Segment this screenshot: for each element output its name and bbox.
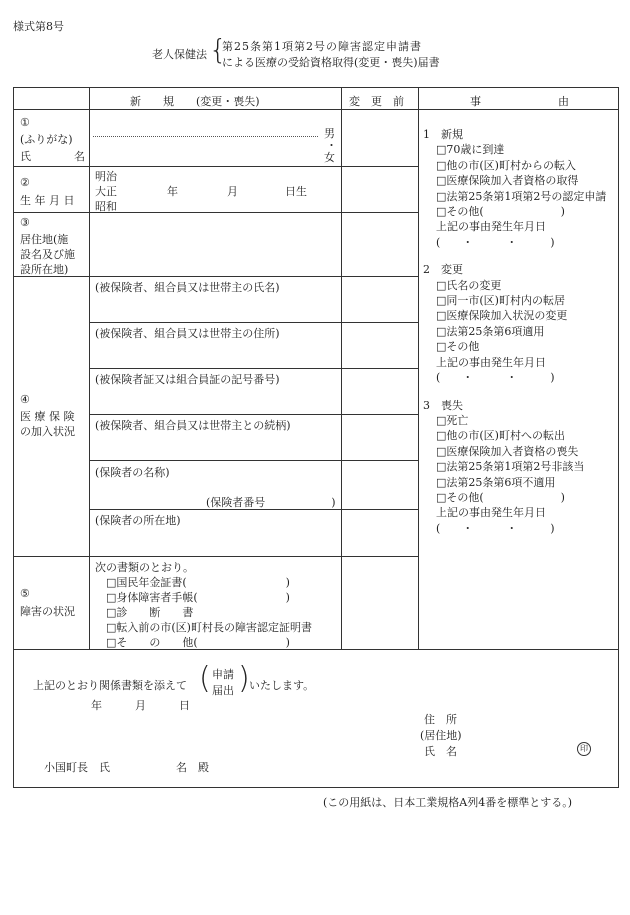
option-apply[interactable]: 申請	[212, 668, 234, 681]
law-name: 老人保健法	[152, 48, 207, 61]
form-number: 様式第8号	[13, 20, 64, 33]
reason-age-70[interactable]: □70歳に到達	[436, 143, 505, 157]
title-brace: {	[209, 33, 227, 66]
residence-label-2: 設名及び施	[20, 248, 75, 261]
residence-label-1: 居住地(施	[20, 233, 69, 246]
row-line-4b	[89, 368, 418, 369]
reason-move-in[interactable]: □他の市(区)町村からの転入	[436, 158, 576, 172]
mayor-addressee: 小国町長 氏 名 殿	[44, 761, 209, 774]
reason-article25-6[interactable]: □法第25条第6項適用	[436, 324, 545, 338]
row3-number: ③	[20, 216, 30, 229]
change-date-label: 上記の事由発生年月日	[436, 355, 546, 369]
era-meiji[interactable]: 明治	[95, 170, 117, 183]
reason-change-title: 2 変更	[423, 263, 463, 277]
insurance-label-1: 医 療 保 険	[20, 410, 75, 423]
reason-insurance-change[interactable]: □医療保険加入状況の変更	[436, 309, 568, 323]
header-before: 変 更 前	[349, 95, 404, 108]
row-line-4d	[89, 460, 418, 461]
submission-date[interactable]: 年 月 日	[91, 699, 190, 712]
applicant-name-label: 氏 名	[424, 745, 457, 758]
row-line-4	[13, 556, 418, 557]
birthdate-label: 生 年 月 日	[20, 194, 75, 207]
row1-number: ①	[20, 116, 30, 129]
column-line-before	[418, 87, 419, 649]
year-unit: 年	[167, 185, 178, 198]
insurer-address-field[interactable]: (保険者の所在地)	[95, 514, 181, 527]
doc-other[interactable]: □そ の 他( )	[106, 636, 290, 649]
row4-number: ④	[20, 393, 30, 406]
header-reason: 事 由	[470, 95, 569, 108]
new-date-field[interactable]: ( ・ ・ )	[436, 235, 555, 249]
table-top-border	[13, 87, 619, 88]
reason-article25-6-not[interactable]: □法第25条第6項不適用	[436, 475, 556, 489]
header-bottom-line	[13, 109, 619, 110]
male-option[interactable]: 男	[324, 127, 335, 140]
month-unit: 月	[227, 185, 238, 198]
name-before-cell[interactable]	[350, 118, 410, 158]
doc-disability-handbook[interactable]: □身体障害者手帳( )	[106, 591, 290, 604]
title-line2: による医療の受給資格取得(変更・喪失)届書	[222, 56, 440, 69]
reason-change-other[interactable]: □その他	[436, 340, 480, 354]
furigana-dotted-line	[93, 136, 318, 137]
insurer-number-field[interactable]: (保険者番号 )	[206, 496, 336, 509]
reasons-panel	[423, 127, 606, 536]
option-notify[interactable]: 届出	[212, 684, 234, 697]
era-taisho[interactable]: 大正	[95, 185, 117, 198]
doc-prior-municipality-certificate[interactable]: □転入前の市(区)町村長の障害認定証明書	[106, 621, 312, 634]
table-body-bottom-line	[13, 649, 619, 650]
name-label-a: 氏	[20, 150, 31, 163]
title-line1: 第25条第1項第2号の障害認定申請書	[222, 40, 422, 53]
documents-intro: 次の書類のとおり。	[95, 561, 194, 574]
new-date-label: 上記の事由発生年月日	[436, 220, 546, 234]
era-showa[interactable]: 昭和	[95, 200, 117, 213]
paper-size-note: (この用紙は、日本工業規格A列4番を標準とする。)	[323, 796, 573, 809]
row-line-2	[13, 212, 418, 213]
disability-label: 障害の状況	[20, 605, 75, 618]
seal-mark: 印	[577, 742, 591, 756]
name-label-b: 名	[74, 150, 85, 163]
relationship-field[interactable]: (被保険者、組合員又は世帯主との続柄)	[95, 419, 291, 432]
residence-sub-label: (居住地)	[420, 729, 462, 742]
reason-certification-request[interactable]: □法第25条第1項第2号の認定申請	[436, 189, 607, 203]
option-paren-right: )	[238, 661, 250, 696]
insured-address-field[interactable]: (被保険者、組合員又は世帯主の住所)	[95, 327, 280, 340]
row-line-3	[13, 276, 418, 277]
reason-insurance-acquired[interactable]: □医療保険加入者資格の取得	[436, 174, 579, 188]
header-new: 新 規 (変更・喪失)	[130, 95, 260, 108]
day-unit: 日生	[285, 185, 307, 198]
female-option[interactable]: 女	[324, 151, 335, 164]
table-bottom-border	[13, 787, 619, 788]
row-line-4a	[89, 322, 418, 323]
reason-not-applicable[interactable]: □法第25条第1項第2号非該当	[436, 460, 585, 474]
residence-label-3: 設所在地)	[20, 263, 69, 276]
table-left-border	[13, 87, 14, 788]
reason-loss-other[interactable]: □その他( )	[436, 490, 565, 504]
reason-move-out[interactable]: □他の市(区)町村への転出	[436, 429, 565, 443]
reason-loss-title: 3 喪失	[423, 398, 463, 412]
insurance-label-2: の加入状況	[20, 425, 75, 438]
insured-name-field[interactable]: (被保険者、組合員又は世帯主の氏名)	[95, 281, 280, 294]
change-date-field[interactable]: ( ・ ・ )	[436, 371, 555, 385]
address-label: 住 所	[424, 713, 457, 726]
row-line-1	[13, 166, 418, 167]
row2-number: ②	[20, 176, 30, 189]
furigana-label: (ふりがな)	[20, 133, 73, 146]
insurance-card-number-field[interactable]: (被保険者証又は組合員証の記号番号)	[95, 373, 280, 386]
reason-name-change[interactable]: □氏名の変更	[436, 278, 502, 292]
loss-date-field[interactable]: ( ・ ・ )	[436, 521, 555, 535]
declaration-suffix: いたします。	[249, 679, 315, 692]
row5-number: ⑤	[20, 587, 30, 600]
doc-medical-certificate[interactable]: □診 断 書	[106, 606, 194, 619]
reason-move-within[interactable]: □同一市(区)町村内の転居	[436, 294, 565, 308]
option-paren-left: (	[199, 661, 211, 696]
reason-insurance-lost[interactable]: □医療保険加入者資格の喪失	[436, 444, 579, 458]
residence-input-cell[interactable]	[95, 220, 335, 270]
reason-new-other[interactable]: □その他( )	[436, 205, 565, 219]
declaration-text: 上記のとおり関係書類を添えて	[33, 679, 187, 692]
reason-death[interactable]: □死亡	[436, 413, 469, 427]
gender-separator: ・	[326, 139, 337, 152]
doc-pension-certificate[interactable]: □国民年金証書( )	[106, 576, 290, 589]
row-line-4c	[89, 414, 418, 415]
table-right-border	[618, 87, 619, 788]
reason-new-title: 1 新規	[423, 128, 463, 141]
insurer-name-field[interactable]: (保険者の名称)	[95, 466, 170, 479]
loss-date-label: 上記の事由発生年月日	[436, 506, 546, 520]
